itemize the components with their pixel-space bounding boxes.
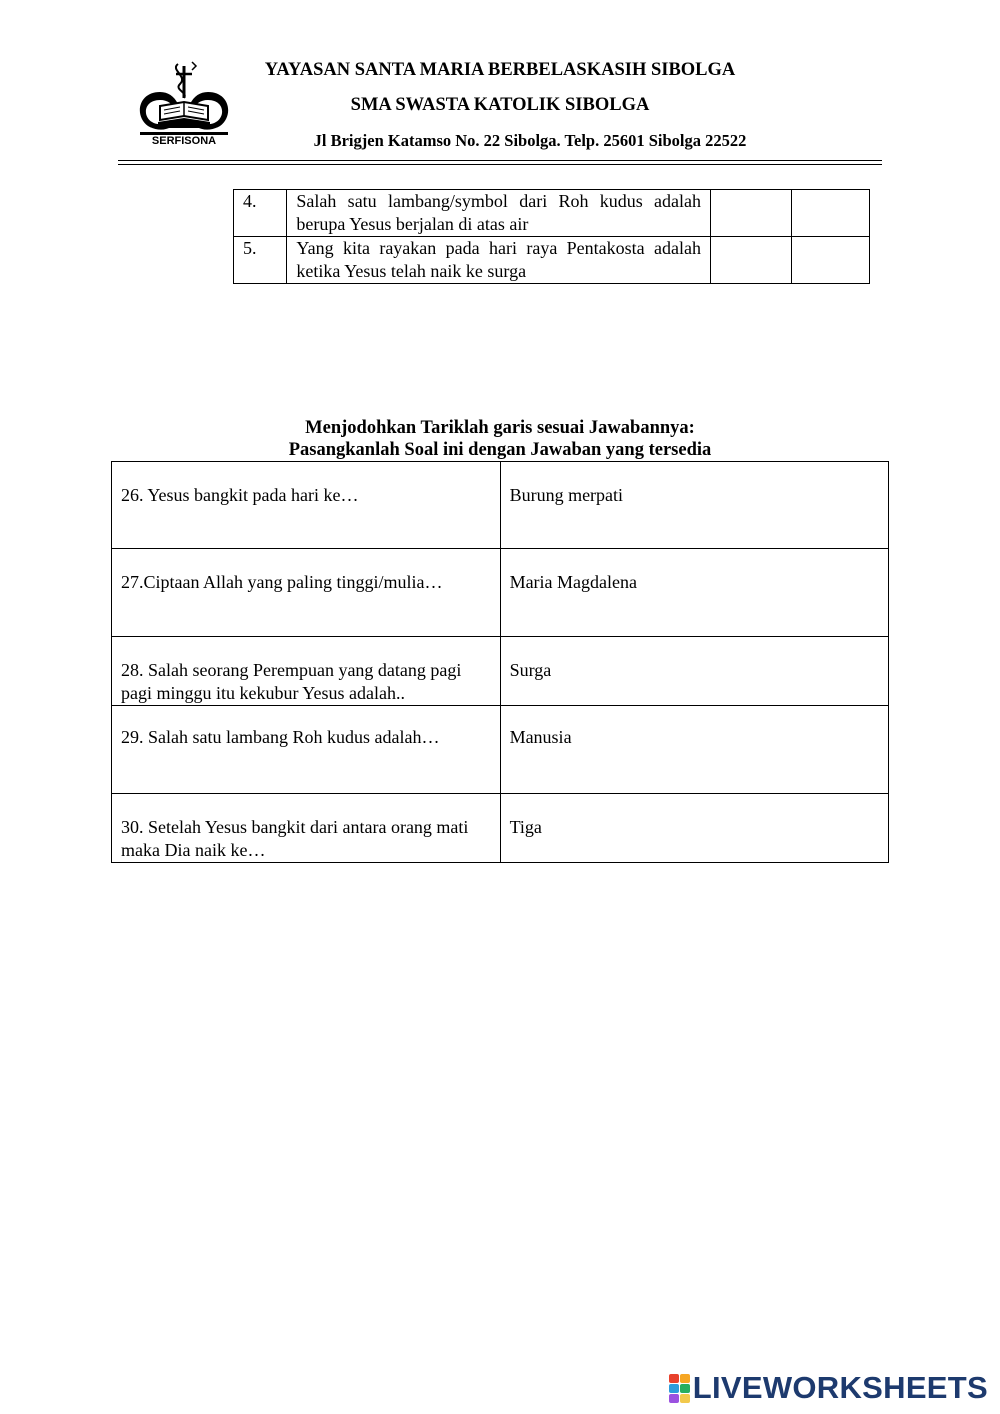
table-row (234, 190, 870, 237)
matching-question[interactable]: 29. Salah satu lambang Roh kudus adalah… (112, 706, 501, 794)
matching-question[interactable]: 30. Setelah Yesus bangkit dari antara orang mati maka Dia naik ke… (112, 794, 501, 863)
answer-box-false[interactable] (792, 237, 870, 284)
school-address: Jl Brigjen Katamso No. 22 Sibolga. Telp. 25601 Sibolga 22522 (313, 131, 747, 150)
liveworksheets-watermark (669, 1370, 988, 1406)
question-number: 5. (234, 237, 287, 284)
table-row (112, 794, 889, 863)
header-divider-bottom (118, 164, 882, 165)
matching-answer[interactable]: Surga (500, 637, 888, 706)
liveworksheets-logo-icon (669, 1374, 691, 1402)
watermark-text: LIVEWORKSHEETS (692, 1370, 988, 1405)
foundation-name: YAYASAN SANTA MARIA BERBELASKASIH SIBOLGA (264, 60, 736, 80)
section-subtitle: Pasangkanlah Soal ini dengan Jawaban yang tersedia (288, 440, 712, 460)
answer-box-true[interactable] (710, 237, 791, 284)
table-row (112, 549, 889, 637)
answer-box-true[interactable] (710, 190, 791, 237)
matching-answer[interactable]: Manusia (500, 706, 888, 794)
table-row (112, 706, 889, 794)
matching-table (111, 461, 889, 863)
matching-question[interactable]: 26. Yesus bangkit pada hari ke… (112, 462, 501, 549)
table-row (112, 462, 889, 549)
table-row (234, 237, 870, 284)
question-statement: Yang kita rayakan pada hari raya Pentakosta adalah ketika Yesus telah naik ke surga (287, 237, 711, 284)
true-false-table (233, 189, 870, 284)
matching-question[interactable]: 28. Salah seorang Perempuan yang datang pagi pagi minggu itu kekubur Yesus adalah.. (112, 637, 501, 706)
question-number: 4. (234, 190, 287, 237)
logo-text: SERFISONA (151, 135, 217, 147)
table-row (112, 637, 889, 706)
header-divider-top (118, 160, 882, 161)
matching-question[interactable]: 27.Ciptaan Allah yang paling tinggi/mulia… (112, 549, 501, 637)
section-title: Menjodohkan Tariklah garis sesuai Jawabannya: (305, 418, 695, 438)
school-name: SMA SWASTA KATOLIK SIBOLGA (350, 95, 650, 115)
question-statement: Salah satu lambang/symbol dari Roh kudus adalah berupa Yesus berjalan di atas air (287, 190, 711, 237)
answer-box-false[interactable] (792, 190, 870, 237)
matching-answer[interactable]: Maria Magdalena (500, 549, 888, 637)
matching-answer[interactable]: Tiga (500, 794, 888, 863)
matching-answer[interactable]: Burung merpati (500, 462, 888, 549)
